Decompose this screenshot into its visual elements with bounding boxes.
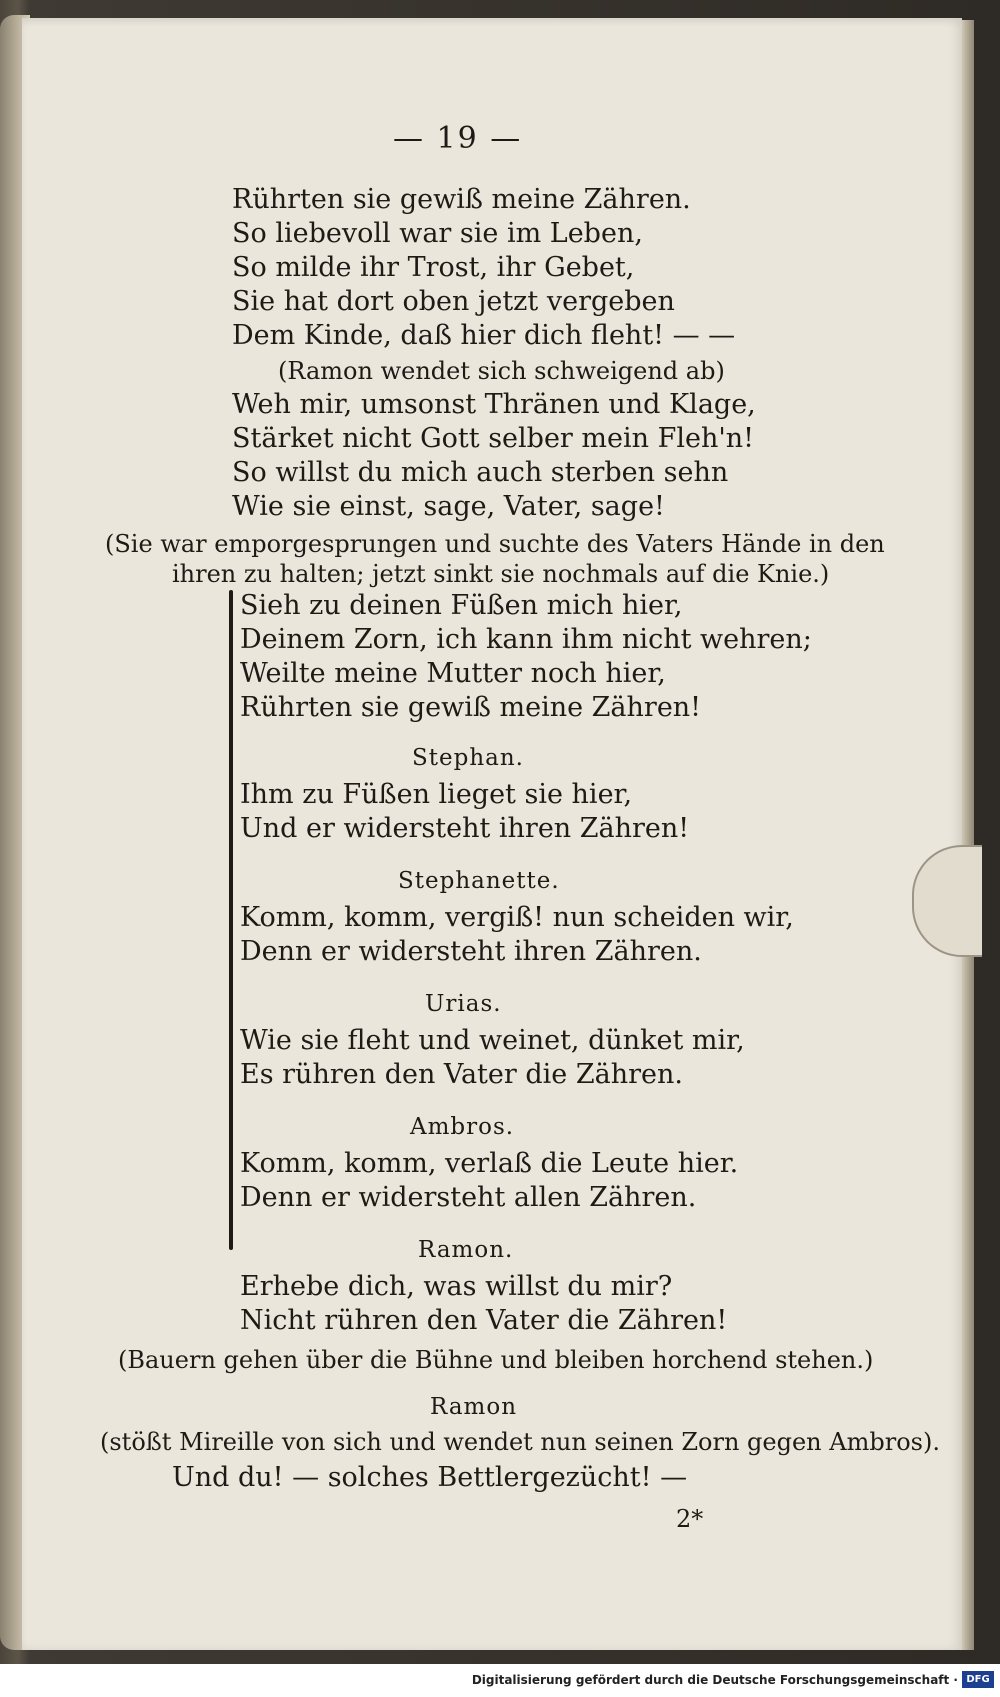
speaker-name: Stephanette. <box>398 868 560 894</box>
verse-line: Rührten sie gewiß meine Zähren! <box>240 692 702 723</box>
verse-line: Sieh zu deinen Füßen mich hier, <box>240 590 683 621</box>
speaker-name: Urias. <box>425 991 502 1017</box>
stage-direction: (stößt Mireille von sich und wendet nun seinen Zorn gegen Ambros). <box>100 1428 940 1456</box>
stage-direction: (Bauern gehen über die Bühne und bleiben horchend stehen.) <box>118 1346 874 1374</box>
verse-line: Nicht rühren den Vater die Zähren! <box>240 1305 728 1336</box>
verse-line: Ihm zu Füßen lieget sie hier, <box>240 779 633 810</box>
stage-direction: (Ramon wendet sich schweigend ab) <box>278 357 725 385</box>
stage-direction: (Sie war emporgesprungen und suchte des Vaters Hände in den <box>105 530 885 558</box>
verse-line: Es rühren den Vater die Zähren. <box>240 1059 683 1090</box>
verse-line: So milde ihr Trost, ihr Gebet, <box>232 252 635 283</box>
speaker-name: Ambros. <box>410 1114 515 1140</box>
ensemble-brace <box>229 590 233 1250</box>
verse-line: Rührten sie gewiß meine Zähren. <box>232 184 691 215</box>
verse-line: Deinem Zorn, ich kann ihm nicht wehren; <box>240 624 812 655</box>
verse-line: Weh mir, umsonst Thränen und Klage, <box>232 389 756 420</box>
verse-line: Denn er widersteht ihren Zähren. <box>240 936 702 967</box>
verse-line: Weilte meine Mutter noch hier, <box>240 658 666 689</box>
verse-line: Wie sie fleht und weinet, dünket mir, <box>240 1025 745 1056</box>
verse-line: Wie sie einst, sage, Vater, sage! <box>232 491 665 522</box>
verse-line: Komm, komm, verlaß die Leute hier. <box>240 1148 739 1179</box>
speaker-name: Stephan. <box>412 745 524 771</box>
footer-credit: Digitalisierung gefördert durch die Deutsche Forschungsgemeinschaft · <box>471 1673 958 1687</box>
verse-line: Und er widersteht ihren Zähren! <box>240 813 690 844</box>
speaker-name: Ramon. <box>418 1237 514 1263</box>
verse-line: Denn er widersteht allen Zähren. <box>240 1182 697 1213</box>
verse-line: Dem Kinde, daß hier dich fleht! — — <box>232 320 736 351</box>
signature-mark: 2* <box>676 1505 704 1533</box>
dfg-logo: DFG <box>962 1671 994 1688</box>
stage-direction: ihren zu halten; jetzt sinkt sie nochmals auf die Knie.) <box>172 560 830 588</box>
verse-line: Und du! — solches Bettlergezücht! — <box>172 1462 688 1493</box>
verse-line: So liebevoll war sie im Leben, <box>232 218 643 249</box>
verse-line: Erhebe dich, was willst du mir? <box>240 1271 673 1302</box>
book-right-edge <box>962 20 974 1650</box>
digitization-footer <box>0 1664 1000 1697</box>
verse-line: Sie hat dort oben jetzt vergeben <box>232 286 675 317</box>
verse-line: Stärket nicht Gott selber mein Fleh'n! <box>232 423 755 454</box>
page-number: — 19 — <box>393 121 523 156</box>
verse-line: Komm, komm, vergiß! nun scheiden wir, <box>240 902 794 933</box>
verse-line: So willst du mich auch sterben sehn <box>232 457 729 488</box>
speaker-name: Ramon <box>430 1394 518 1420</box>
